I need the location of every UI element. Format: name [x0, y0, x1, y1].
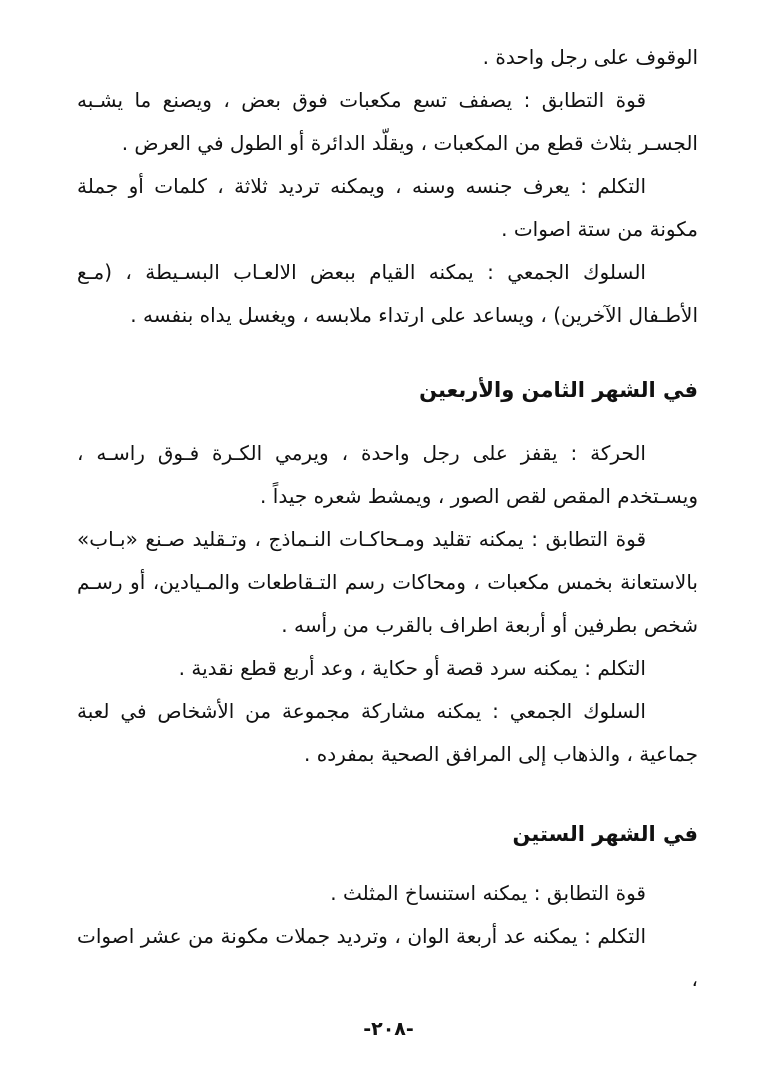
- paragraph-speech: التكلم : يعرف جنسه وسنه ، ويمكنه ترديد ثلاثة ، كلمات أو جملة مكونة من ستة اصوات .: [77, 174, 698, 241]
- paragraph-speech: التكلم : يمكنه عد أربعة الوان ، وترديد جملات مكونة من عشر اصوات ،: [77, 924, 698, 991]
- month-48-section: [77, 432, 698, 776]
- paragraph-social: السلوك الجمعي : يمكنه القيام ببعض الالعـاب البسـيطة ، (مـع الأطـفال الآخرين) ، ويساعد على ارتداء ملابسه ، ويغسل يداه بنفسه .: [77, 260, 698, 327]
- paragraph-movement: الحركة : يقفز على رجل واحدة ، ويرمي الكـرة فـوق راسـه ، ويسـتخدم المقص لقص الصور ، ويمشط شعره جيداً .: [77, 441, 698, 508]
- paragraph-matching: قوة التطابق : يصفف تسع مكعبات فوق بعض ، ويصنع ما يشـبه الجسـر بثلاث قطع من المكعبات ، ويقلّد الدائرة أو الطول في العرض .: [77, 88, 698, 155]
- paragraph-matching: قوة التطابق : يمكنه استنساخ المثلث .: [330, 881, 646, 905]
- top-section: [77, 36, 698, 337]
- paragraph-standing: الوقوف على رجل واحدة .: [482, 45, 698, 69]
- paragraph-speech: التكلم : يمكنه سرد قصة أو حكاية ، وعد أربع قطع نقدية .: [178, 656, 646, 680]
- paragraph-social: السلوك الجمعي : يمكنه مشاركة مجموعة من الأشخاص في لعبة جماعية ، والذهاب إلى المرافق الصحية بمفرده .: [77, 699, 698, 766]
- section-heading-month-48: في الشهر الثامن والأربعين: [419, 378, 698, 402]
- page-number: -٢٠٨-: [363, 1018, 414, 1040]
- section-heading-month-60: في الشهر الستين: [512, 822, 698, 846]
- month-60-section: [77, 872, 698, 1001]
- paragraph-matching: قوة التطابق : يمكنه تقليد ومـحاكـات النـماذج ، وتـقليد صـنع «بـاب» بالاستعانة بخمس مكعبات ، ومحاكات رسم التـقاطعات والمـيادين، أو رسـم شخص بطرفين أو أربعة اطراف بالقرب من رأسه .: [77, 527, 698, 637]
